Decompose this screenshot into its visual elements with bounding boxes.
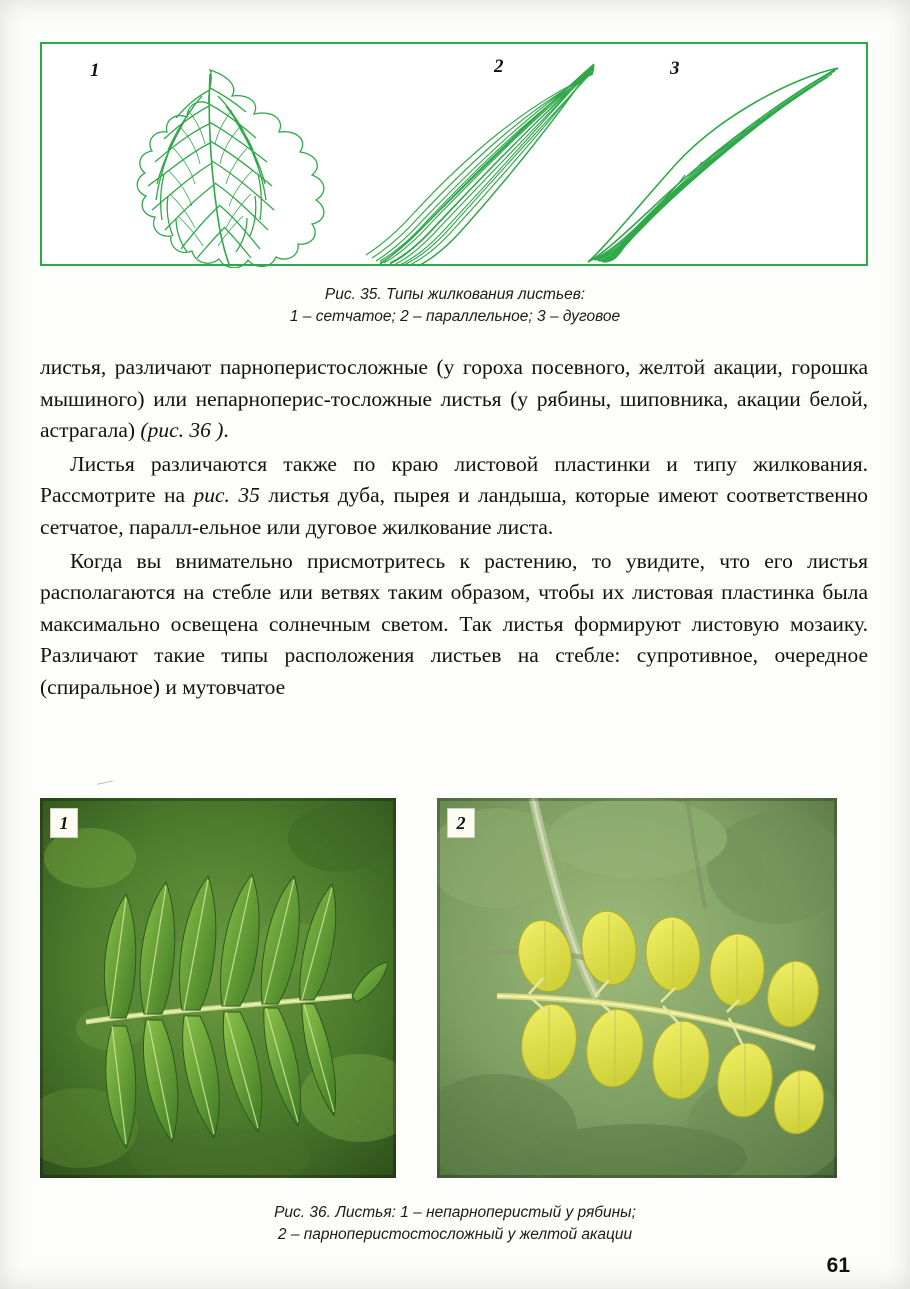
figure-35-label-3: 3 — [670, 58, 680, 79]
page-scuff-mark — [97, 780, 115, 794]
body-text — [40, 352, 868, 706]
figure-35-caption — [0, 284, 910, 329]
figure-35-frame — [40, 42, 868, 266]
figure-36-caption-line-2: 2 – парноперистостосложный у желтой акации — [277, 1226, 633, 1244]
figure-36-photo-2-badge: 2 — [447, 808, 475, 838]
paragraph-2: Листья различаются также по краю листовой пластинки и типу жилкования. Рассмотрите на рис. 35 листья дуба, пырея и ландыша, которые имеют соответственно сетчатое, паралл-ельное или дуговое жилкование листа. — [40, 451, 869, 539]
rowan-leaf-photo — [40, 798, 396, 1178]
figure-36-caption-line-1: Рис. 36. Листья: 1 – непарноперистый у рябины; — [274, 1204, 636, 1221]
figure-35-caption-line-2: 1 – сетчатое; 2 – параллельное; 3 – дуговое — [289, 308, 621, 326]
figure-36-photo-acacia — [437, 798, 837, 1178]
figure-36-photo-rowan — [40, 798, 396, 1178]
figure-36-caption — [0, 1202, 910, 1247]
netted-venation-leaf — [137, 70, 324, 268]
page-number: 61 — [826, 1254, 850, 1277]
paragraph-3: Когда вы внимательно присмотритесь к растению, то увидите, что его листья располагаются на стебле или ветвях таким образом, чтобы их листовая пластинка была максимально освещена солнечным светом. Так листья формируют листовую мозаику. Различают такие типы расположения листьев на стебле: супротивное, очередное (спиральное) и мутовчатое — [40, 548, 868, 699]
figure-35-diagram — [42, 44, 870, 268]
figure-35-label-2: 2 — [494, 56, 504, 77]
paragraph-1: листья, различают парноперистосложные (у гороха посевного, желтой акации, горошка мышиного) или непарноперис-тосложные листья (у рябины, шиповника, акации белой, астрагала) (рис. 36 ). — [40, 355, 868, 443]
arcuate-venation-leaf — [588, 68, 838, 262]
parallel-venation-leaf — [366, 64, 594, 266]
yellow-acacia-leaf-photo — [437, 798, 837, 1178]
figure-35-label-1: 1 — [90, 60, 100, 81]
figure-35-caption-line-1: Рис. 35. Типы жилкования листьев: — [324, 286, 586, 303]
figure-36-photo-1-badge: 1 — [50, 808, 78, 838]
